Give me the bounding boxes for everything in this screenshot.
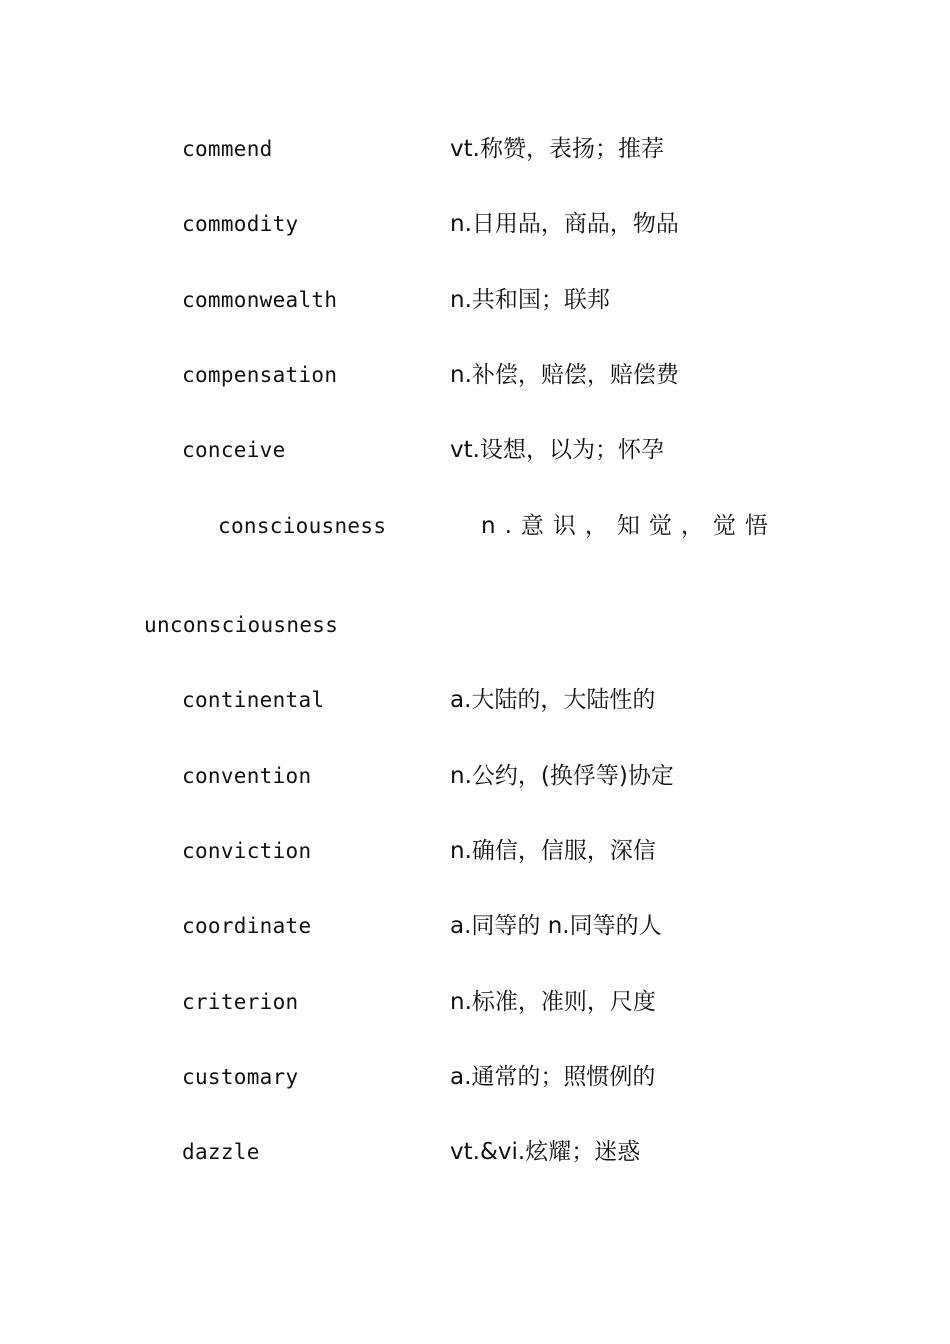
vocab-definition: a.同等的 n.同等的人	[450, 913, 662, 939]
vocab-definition: vt.称赞，表扬；推荐	[450, 136, 664, 162]
vocab-word: coordinate	[182, 914, 312, 938]
vocab-definition: n.日用品，商品，物品	[450, 211, 679, 237]
vocab-definition: n.补偿，赔偿，赔偿费	[450, 362, 679, 388]
vocab-word: continental	[182, 688, 325, 712]
vocab-entry	[0, 906, 950, 946]
vocab-word: dazzle	[182, 1140, 260, 1164]
vocab-word: customary	[182, 1065, 299, 1089]
vocab-word: consciousness	[218, 514, 387, 538]
vocab-entry	[0, 831, 950, 871]
vocab-word: conviction	[182, 839, 312, 863]
vocab-definition: a.通常的；照惯例的	[450, 1064, 656, 1090]
vocab-definition: a.大陆的，大陆性的	[450, 687, 656, 713]
vocab-definition: vt.&vi.炫耀；迷惑	[450, 1139, 641, 1165]
vocab-word: commonwealth	[182, 288, 338, 312]
vocab-entry	[0, 204, 950, 244]
vocab-entry	[0, 355, 950, 395]
vocab-definition: n.确信，信服，深信	[450, 838, 656, 864]
vocab-entry	[0, 982, 950, 1022]
vocab-continuation-line: unconsciousness	[144, 613, 339, 637]
vocab-definition: n.标准，准则，尺度	[450, 989, 656, 1015]
vocab-entry	[0, 1057, 950, 1097]
vocab-word: commend	[182, 137, 273, 161]
vocab-word: conceive	[182, 438, 286, 462]
vocab-word: criterion	[182, 990, 299, 1014]
vocab-word: commodity	[182, 212, 299, 236]
vocab-definition: vt.设想，以为；怀孕	[450, 437, 664, 463]
vocab-entry	[0, 129, 950, 169]
vocab-entry	[0, 280, 950, 320]
vocab-definition: n.共和国；联邦	[450, 287, 610, 313]
vocab-definition: n.意识，知觉，觉悟	[481, 513, 777, 539]
vocab-entry	[0, 430, 950, 470]
vocab-entry	[0, 680, 950, 720]
vocab-entry	[0, 506, 950, 546]
vocab-definition: n.公约，(换俘等)协定	[450, 763, 674, 789]
vocab-word: compensation	[182, 363, 338, 387]
vocab-entry	[0, 756, 950, 796]
vocab-entry	[0, 1132, 950, 1172]
vocab-word: convention	[182, 764, 312, 788]
